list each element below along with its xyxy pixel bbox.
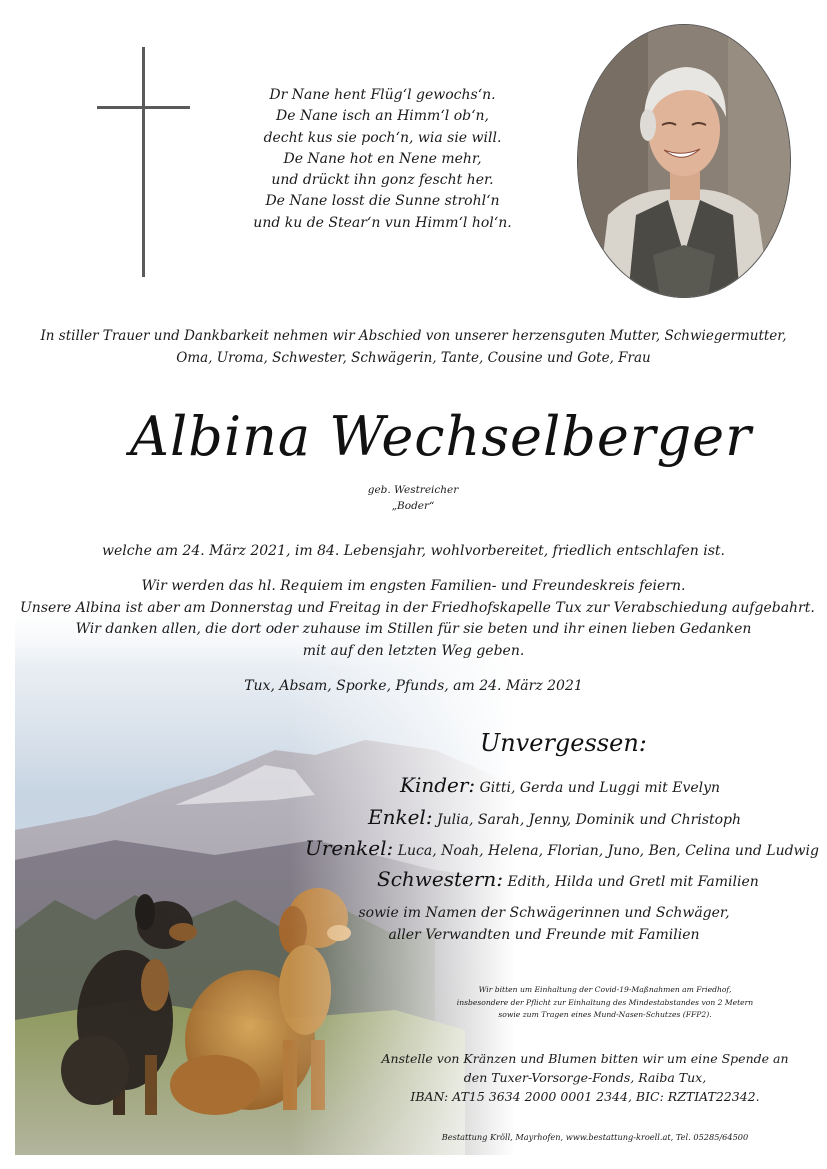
- birth-name: [313, 482, 513, 514]
- family-role: Schwestern:: [377, 867, 504, 891]
- poem-line: Dr Nane hent Flüg‘l gewochs‘n.: [269, 87, 496, 103]
- covid-line: insbesondere der Pflicht zur Einhaltung des Mindestabstandes von 2 Metern: [456, 997, 754, 1007]
- family-names: Gitti, Gerda und Luggi mit Evelyn: [479, 780, 721, 796]
- family-names: Luca, Noah, Helena, Florian, Juno, Ben, Celina und Ludwig: [397, 843, 819, 859]
- poem-line: und drückt ihn gonz fescht her.: [271, 172, 494, 189]
- nickname: „Boder“: [391, 500, 435, 512]
- family-role: Enkel:: [368, 805, 433, 829]
- intro-line: Oma, Uroma, Schwester, Schwägerin, Tante, Cousine und Gote, Frau: [176, 350, 651, 366]
- maiden-name: geb. Westreicher: [367, 484, 459, 496]
- donation-notice: [380, 1049, 790, 1106]
- donation-line: Anstelle von Kränzen und Blumen bitten wir um eine Spende an: [381, 1051, 789, 1066]
- portrait-illustration: [578, 25, 790, 297]
- requiem-line: Wir danken allen, die dort oder zuhause im Stillen für sie beten und ihr einen lieben Gedanken: [75, 621, 752, 637]
- family-role: Urenkel:: [305, 836, 394, 860]
- poem-line: De Nane isch an Himm‘l ob‘n,: [275, 108, 489, 125]
- donation-line: den Tuxer-Vorsorge-Fonds, Raiba Tux,: [463, 1070, 707, 1085]
- passing-statement: welche am 24. März 2021, im 84. Lebensjahr, wohlvorbereitet, friedlich entschlafen ist.: [102, 543, 725, 559]
- covid-line: Wir bitten um Einhaltung der Covid-19-Maßnahmen am Friedhof,: [478, 985, 732, 994]
- unvergessen-heading: Unvergessen:: [480, 729, 647, 757]
- intro-text: [20, 325, 807, 369]
- deceased-name: Albina Wechselberger: [130, 405, 752, 468]
- undertaker-footer: Bestattung Kröll, Mayrhofen, www.bestattung-kroell.at, Tel. 05285/64500: [441, 1132, 749, 1142]
- poem-line: und ku de Stear‘n vun Himm‘l hol‘n.: [253, 214, 512, 231]
- requiem-line: Wir werden das hl. Requiem im engsten Familien- und Freundeskreis feiern.: [141, 578, 686, 594]
- relatives-statement: [352, 903, 736, 946]
- family-row-enkel: [368, 806, 741, 831]
- family-names: Edith, Hilda und Gretl mit Familien: [507, 874, 759, 890]
- intro-line: In stiller Trauer und Dankbarkeit nehmen wir Abschied von unserer herzensguten Mutter, Schwiegermutter,: [40, 328, 787, 344]
- donation-line: IBAN: AT15 3634 2000 0001 2344, BIC: RZTIAT22342.: [410, 1089, 760, 1104]
- relatives-line: sowie im Namen der Schwägerinnen und Schwäger,: [358, 905, 730, 921]
- family-row-schwestern: [377, 868, 759, 893]
- family-names: Julia, Sarah, Jenny, Dominik und Christoph: [437, 812, 742, 828]
- relatives-line: aller Verwandten und Freunde mit Familien: [388, 926, 700, 943]
- requiem-text: [20, 576, 815, 662]
- covid-notice: [395, 984, 815, 1022]
- covid-line: sowie zum Tragen eines Mund-Nasen-Schutzes (FFP2).: [498, 1010, 712, 1019]
- poem-line: De Nane hot en Nene mehr,: [283, 150, 482, 167]
- poem-line: decht kus sie poch‘n, wia sie will.: [263, 129, 502, 146]
- cross-icon-bar: [97, 106, 190, 109]
- cross-icon: [142, 47, 145, 277]
- place-date: Tux, Absam, Sporke, Pfunds, am 24. März 2021: [244, 678, 583, 694]
- requiem-line: Unsere Albina ist aber am Donnerstag und Freitag in der Friedhofskapelle Tux zur Verabschiedung aufgebahrt.: [20, 599, 815, 616]
- family-row-kinder: [400, 774, 720, 799]
- portrait-photo: [578, 25, 790, 297]
- poem-line: De Nane losst die Sunne strohl‘n: [265, 193, 500, 210]
- requiem-line: mit auf den letzten Weg geben.: [302, 642, 525, 659]
- family-role: Kinder:: [400, 773, 476, 797]
- poem: [230, 85, 535, 234]
- family-row-urenkel: [305, 837, 819, 862]
